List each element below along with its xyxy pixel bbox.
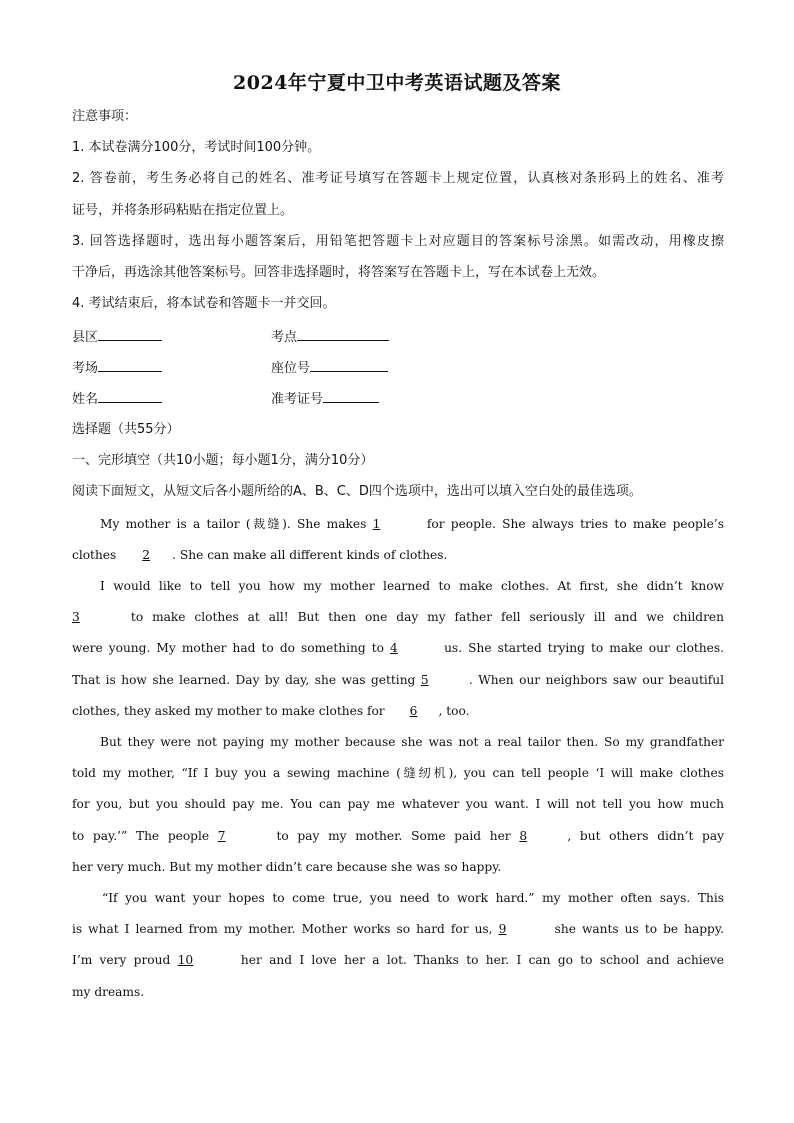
field-row-2 bbox=[72, 358, 724, 378]
blank-4: 4 bbox=[390, 641, 398, 655]
blank-1: 1 bbox=[372, 517, 381, 531]
passage-text: “If you want your hopes to come true, you need to work hard.” my mother often says. This bbox=[102, 891, 724, 905]
section-heading: 选择题（共55分） bbox=[72, 422, 180, 437]
passage-line bbox=[72, 639, 724, 657]
blank-6: 6 bbox=[409, 704, 418, 718]
passage-line bbox=[72, 889, 724, 907]
passage-line bbox=[72, 827, 724, 845]
blank-5: 5 bbox=[420, 673, 429, 687]
passage-text: I’m very proud bbox=[72, 953, 178, 967]
blank-7: 7 bbox=[217, 829, 226, 843]
passage-text: But they were not paying my mother because she was not a real tailor then. So my grandfather bbox=[100, 735, 724, 749]
exam-site-label: 考点 bbox=[271, 330, 298, 345]
exam-site-field[interactable] bbox=[297, 327, 389, 341]
passage-text: for you, but you should pay me. You can pay me whatever you want. I will not tell you how much bbox=[72, 797, 724, 811]
admission-no-label: 准考证号 bbox=[271, 392, 324, 407]
instruction: 阅读下面短文，从短文后各小题所给的A、B、C、D四个选项中，选出可以填入空白处的最佳选项。 bbox=[72, 484, 642, 499]
passage-text: clothes, they asked my mother to make clothes for bbox=[72, 704, 389, 718]
blank-2: 2 bbox=[142, 548, 151, 562]
passage-text: My mother is a tailor (裁缝). She makes bbox=[100, 517, 373, 531]
passage-text: to pay.’” The people bbox=[72, 829, 218, 843]
exam-room-field[interactable] bbox=[98, 358, 162, 372]
passage-line bbox=[72, 515, 724, 533]
passage-line bbox=[72, 795, 724, 813]
passage-line bbox=[72, 702, 724, 720]
passage-text: her and I love her a lot. Thanks to her. I can go to school and achieve bbox=[233, 953, 724, 967]
name-label: 姓名 bbox=[72, 392, 99, 407]
passage-text: her very much. But my mother didn’t care because she was so happy. bbox=[72, 860, 502, 874]
blank-3: 3 bbox=[72, 610, 80, 624]
passage-text: That is how she learned. Day by day, she was getting bbox=[72, 673, 421, 687]
notice-item-3-cont: 干净后，再选涂其他答案标号。回答非选择题时，将答案写在答题卡上，写在本试卷上无效。 bbox=[72, 265, 606, 280]
passage-text: I would like to tell you how my mother learned to make clothes. At first, she didn’t know bbox=[100, 579, 724, 593]
notice-item-4: 4. 考试结束后，将本试卷和答题卡一并交回。 bbox=[72, 296, 336, 311]
passage-text: , but others didn’t pay bbox=[567, 829, 725, 843]
passage-text: told my mother, “If I buy you a sewing machine (缝纫机), you can tell people ‘I will make clothes bbox=[72, 766, 724, 780]
passage-text: . She can make all different kinds of clothes. bbox=[172, 548, 448, 562]
passage-text: were young. My mother had to do something to bbox=[72, 641, 391, 655]
notice-heading: 注意事项： bbox=[72, 109, 138, 124]
passage-text: clothes bbox=[72, 548, 121, 562]
passage-text: is what I learned from my mother. Mother works so hard for us, bbox=[72, 922, 499, 936]
passage-line bbox=[72, 733, 724, 751]
notice-item-2-cont: 证号，并将条形码粘贴在指定位置上。 bbox=[72, 203, 294, 218]
seat-label: 座位号 bbox=[271, 361, 311, 376]
exam-room-label: 考场 bbox=[72, 361, 99, 376]
notice-item-3: 3. 回答选择题时，选出每小题答案后，用铅笔把答题卡上对应题目的答案标号涂黑。如需改动，用橡皮擦 bbox=[72, 234, 724, 249]
passage-text: to make clothes at all! But then one day my father fell seriously ill and we children bbox=[122, 610, 724, 624]
passage-line bbox=[72, 577, 724, 595]
part1-heading: 一、完形填空（共10小题；每小题1分，满分10分） bbox=[72, 453, 374, 468]
notice-item-2: 2. 答卷前，考生务必将自己的姓名、准考证号填写在答题卡上规定位置，认真核对条形码上的姓名、准考 bbox=[72, 171, 724, 186]
blank-10: 10 bbox=[177, 953, 194, 967]
passage-line bbox=[72, 858, 724, 876]
passage-text: she wants us to be happy. bbox=[548, 922, 724, 936]
name-field[interactable] bbox=[98, 389, 162, 403]
notice-item-1: 1. 本试卷满分100分，考试时间100分钟。 bbox=[72, 140, 321, 155]
blank-8: 8 bbox=[519, 829, 528, 843]
passage-line bbox=[72, 920, 724, 938]
passage-text: for people. She always tries to make people’s bbox=[420, 517, 724, 531]
passage-line bbox=[72, 951, 724, 969]
seat-field[interactable] bbox=[310, 358, 388, 372]
passage-text: us. She started trying to make our clothes. bbox=[438, 641, 725, 655]
passage-line bbox=[72, 983, 724, 1001]
field-row-3 bbox=[72, 389, 724, 409]
county-label: 县区 bbox=[72, 330, 99, 345]
passage-line bbox=[72, 764, 724, 782]
passage-text: . When our neighbors saw our beautiful bbox=[468, 673, 724, 687]
passage-line bbox=[72, 671, 724, 689]
passage-line bbox=[72, 608, 724, 626]
passage-text: my dreams. bbox=[72, 985, 145, 999]
page-title: 2024年宁夏中卫中考英语试题及答案 bbox=[233, 72, 561, 94]
field-row-1 bbox=[72, 327, 724, 347]
passage-text: , too. bbox=[438, 704, 470, 718]
passage-text: to pay my mother. Some paid her bbox=[267, 829, 520, 843]
blank-9: 9 bbox=[498, 922, 507, 936]
county-field[interactable] bbox=[98, 327, 162, 341]
passage-line bbox=[72, 546, 724, 564]
admission-no-field[interactable] bbox=[323, 389, 379, 403]
